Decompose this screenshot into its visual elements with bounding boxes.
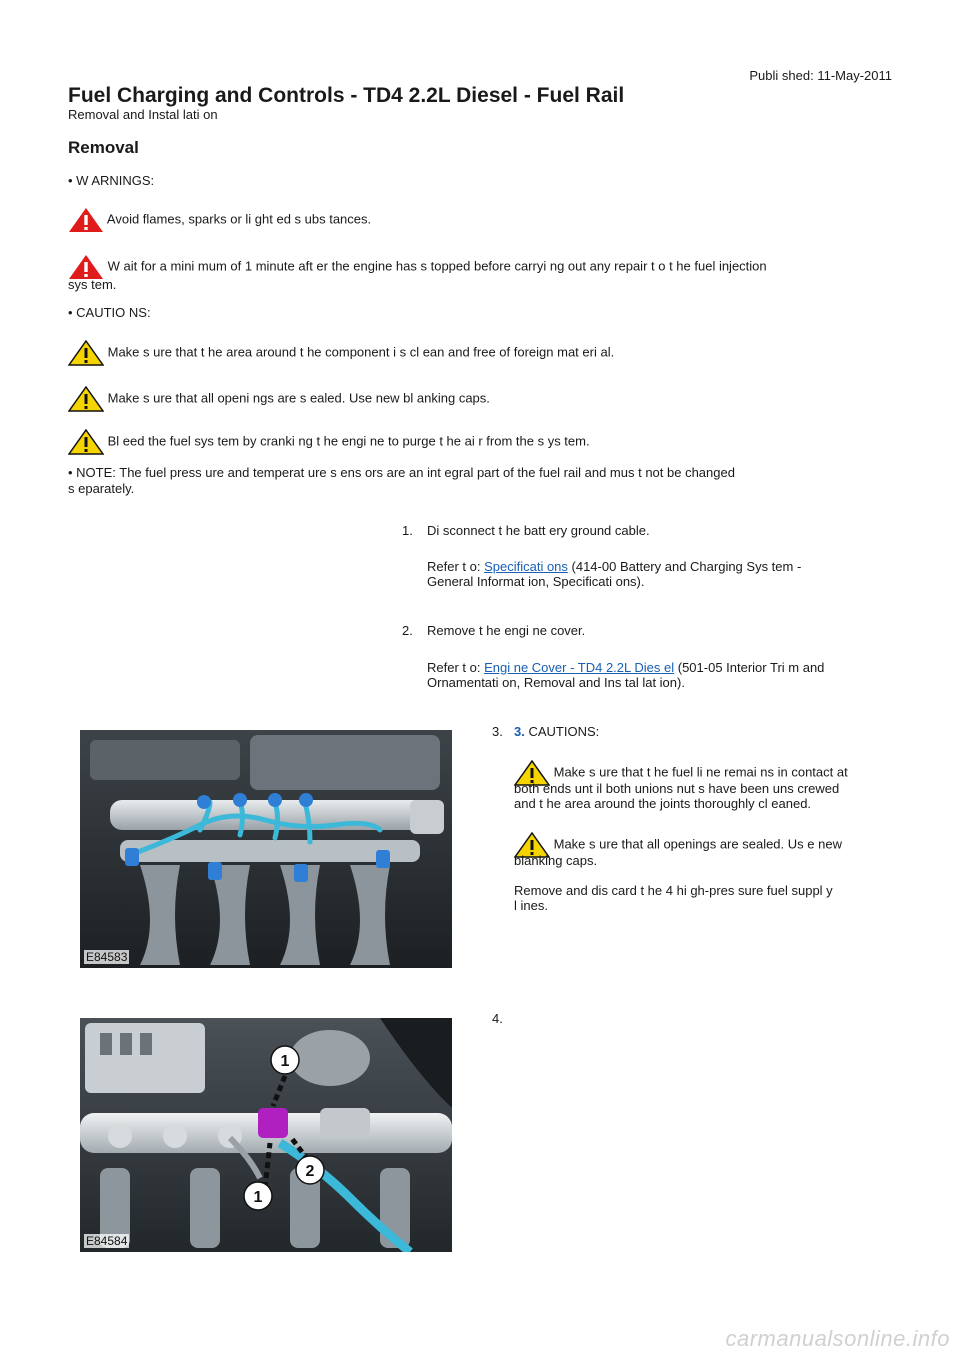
caution-icon bbox=[68, 386, 104, 412]
page-title: Fuel Charging and Controls - TD4 2.2L Diesel - Fuel Rail bbox=[68, 84, 625, 107]
caution-text: Bl eed the fuel sys tem by cranki ng t he engi ne to purge t he ai r from the s ys tem. bbox=[107, 433, 590, 449]
step-action: Remove and dis card t he 4 hi gh-pres sure fuel suppl y bbox=[514, 883, 833, 898]
figure-id-label: E84584 bbox=[86, 1234, 128, 1248]
step-text: Remove t he engi ne cover. bbox=[427, 623, 586, 638]
refer-prefix: Refer t o: bbox=[427, 660, 485, 675]
callout-1: 1 bbox=[280, 1053, 290, 1070]
step-bold-number: 3. bbox=[514, 724, 525, 739]
caution-text: Make s ure that t he area around t he component i s cl ean and free of foreign mat eri al. bbox=[107, 344, 615, 360]
step-caution-heading bbox=[514, 724, 599, 739]
cautions-label: • CAUTIO NS: bbox=[68, 305, 151, 320]
caution-text-cont: both ends unt il both unions nut s have been uns crewed bbox=[514, 781, 840, 796]
refer-suffix: (501-05 Interior Tri m and bbox=[674, 660, 825, 675]
section-title: Removal bbox=[68, 138, 139, 157]
step-reference bbox=[427, 660, 824, 675]
step-number: 2. bbox=[402, 623, 413, 638]
warning-icon bbox=[68, 207, 104, 233]
note-line: • NOTE: The fuel press ure and temperat ure s ens ors are an int egral part of the fuel rail and mus t not be changed bbox=[68, 465, 735, 480]
caution-text: Make s ure that all openi ngs are s ealed. Use new bl anking caps. bbox=[107, 390, 490, 406]
engine-illustration bbox=[80, 730, 452, 968]
caution-item bbox=[68, 340, 614, 366]
caution-text: Make s ure that all openings are sealed. Us e new bbox=[553, 836, 842, 852]
caution-item bbox=[68, 429, 590, 455]
warning-item bbox=[68, 207, 371, 233]
engine-cover-link[interactable]: Engi ne Cover - TD4 2.2L Dies el bbox=[484, 660, 675, 675]
caution-item bbox=[68, 386, 490, 412]
page-subtitle: Removal and Instal lati on bbox=[68, 107, 218, 122]
figure-union-nuts bbox=[80, 1018, 452, 1252]
caution-heading-label: CAUTIONS: bbox=[524, 724, 600, 739]
step-reference bbox=[427, 559, 801, 574]
note-line: s eparately. bbox=[68, 481, 135, 496]
warnings-label: • W ARNINGS: bbox=[68, 173, 155, 188]
step-reference-cont: General Informat ion, Specificati ons). bbox=[427, 574, 645, 589]
step-number: 3. bbox=[492, 724, 503, 739]
warning-text: W ait for a mini mum of 1 minute aft er the engine has s topped before carryi ng out any repair t o t he fuel injection bbox=[107, 258, 767, 274]
published-date: Publi shed: 11-May-2011 bbox=[749, 68, 892, 83]
refer-suffix: (414-00 Battery and Charging Sys tem - bbox=[567, 559, 802, 574]
callout-1b: 1 bbox=[253, 1189, 263, 1206]
step-action-cont: l ines. bbox=[514, 898, 548, 913]
warning-item bbox=[68, 254, 767, 280]
caution-text: Make s ure that t he fuel li ne remai ns in contact at bbox=[553, 764, 848, 780]
warning-text-cont: sys tem. bbox=[68, 277, 117, 292]
caution-icon bbox=[68, 340, 104, 366]
step-text: Di sconnect t he batt ery ground cable. bbox=[427, 523, 650, 538]
caution-icon bbox=[68, 429, 104, 455]
refer-prefix: Refer t o: bbox=[427, 559, 485, 574]
callout-2: 2 bbox=[305, 1163, 315, 1180]
step-number: 1. bbox=[402, 523, 413, 538]
engine-detail-illustration bbox=[80, 1018, 452, 1252]
figure-id-label: E84583 bbox=[86, 950, 128, 964]
figure-fuel-rail-injectors bbox=[80, 730, 452, 968]
caution-text-cont: blanking caps. bbox=[514, 853, 598, 868]
warning-text: Avoid flames, sparks or li ght ed s ubs tances. bbox=[106, 211, 372, 227]
step-reference-cont: Ornamentati on, Removal and Ins tal lat ion). bbox=[427, 675, 685, 690]
specifications-link[interactable]: Specificati ons bbox=[484, 559, 568, 574]
step-number: 4. bbox=[492, 1011, 503, 1026]
caution-text-cont: and t he area around the joints thoroughly cl eaned. bbox=[514, 796, 812, 811]
watermark: carmanualsonline.info bbox=[725, 1326, 950, 1351]
